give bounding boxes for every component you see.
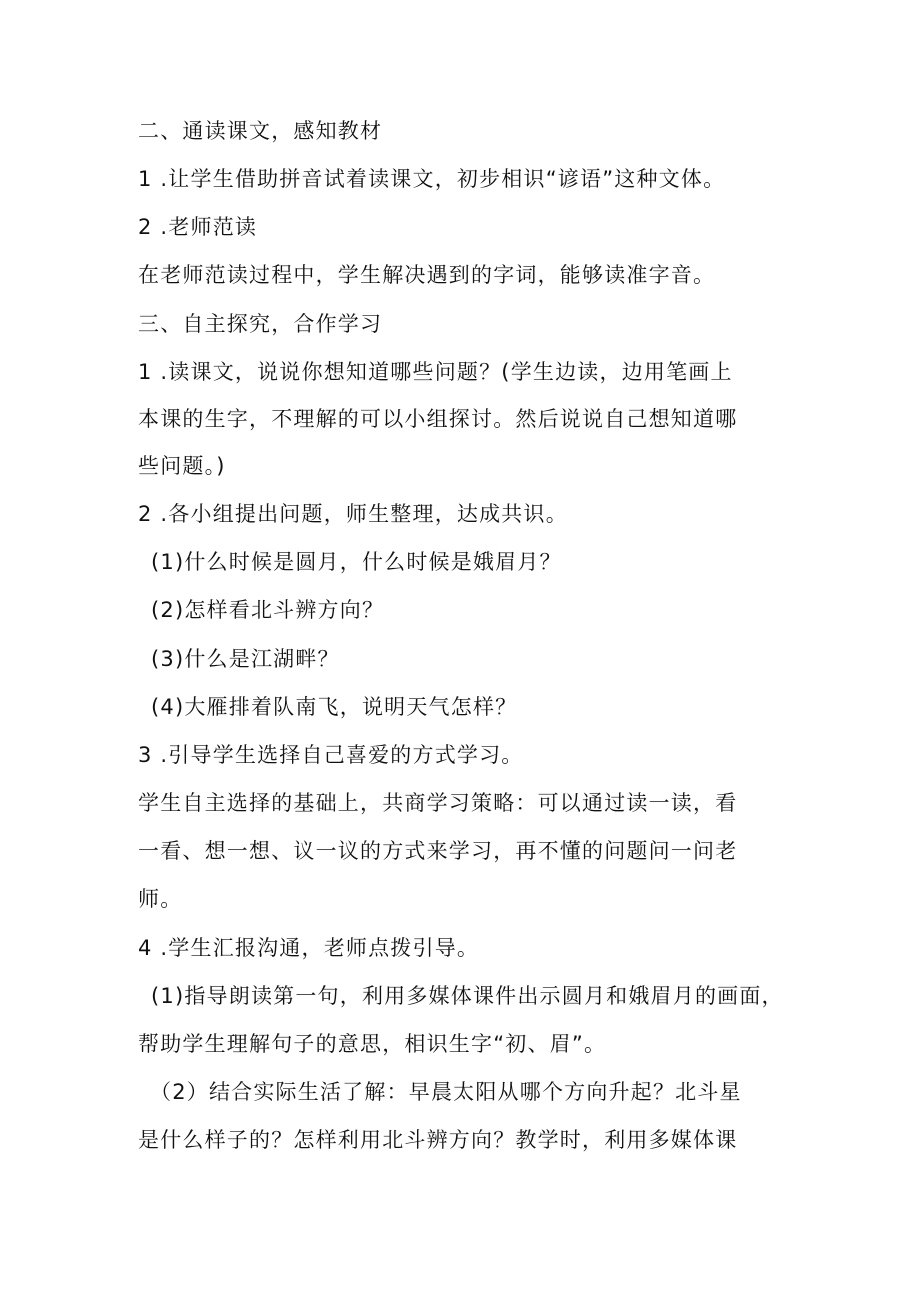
substep-2-real-life: （2）结合实际生活了解：早晨太阳从哪个方向升起？北斗星 (150, 1080, 742, 1104)
step-2-group-questions: 2 .各小组提出问题，师生整理，达成共识。 (138, 502, 568, 526)
step-1-read-and-ask-cont-1: 本课的生字，不理解的可以小组探讨。然后说说自己想知道哪 (138, 407, 738, 431)
paragraph-learning-strategy-cont-1: 一看、想一想、议一议的方式来学习，再不懂的问题问一问老 (138, 839, 738, 863)
step-2-teacher-model-reading: 2 .老师范读 (138, 215, 258, 239)
paragraph-learning-strategy-cont-2: 师。 (138, 887, 183, 911)
question-1: (1)什么时候是圆月，什么时候是娥眉月？ (151, 550, 562, 574)
section-heading-2: 二、通读课文，感知教材 (138, 119, 383, 143)
question-2: (2)怎样看北斗辨方向？ (151, 598, 385, 622)
question-4: (4)大雁排着队南飞，说明天气怎样？ (151, 695, 518, 719)
question-3: (3)什么是江湖畔？ (151, 647, 340, 671)
substep-2-real-life-cont: 是什么样子的？怎样利用北斗辨方向？教学时，利用多媒体课 (138, 1128, 738, 1152)
paragraph-learning-strategy: 学生自主选择的基础上，共商学习策略：可以通过读一读，看 (138, 791, 738, 815)
substep-1-guided-reading: (1)指导朗读第一句，利用多媒体课件出示圆月和娥眉月的画面， (151, 984, 784, 1008)
step-4-report-and-guide: 4 .学生汇报沟通，老师点拨引导。 (138, 936, 480, 960)
step-3-choose-method: 3 .引导学生选择自己喜爱的方式学习。 (138, 743, 524, 767)
step-1-read-and-ask-cont-2: 些问题。) (138, 454, 226, 478)
step-1-read-with-pinyin: 1 .让学生借助拼音试着读课文，初步相识“谚语”这种文体。 (138, 167, 726, 191)
paragraph-teacher-reading: 在老师范读过程中，学生解决遇到的字词，能够读准字音。 (138, 263, 716, 287)
substep-1-guided-reading-cont: 帮助学生理解句子的意思，相识生字“初、眉”。 (138, 1032, 607, 1056)
section-heading-3: 三、自主探究，合作学习 (138, 312, 383, 336)
step-1-read-and-ask: 1 .读课文，说说你想知道哪些问题？(学生边读，边用笔画上 (138, 360, 733, 384)
